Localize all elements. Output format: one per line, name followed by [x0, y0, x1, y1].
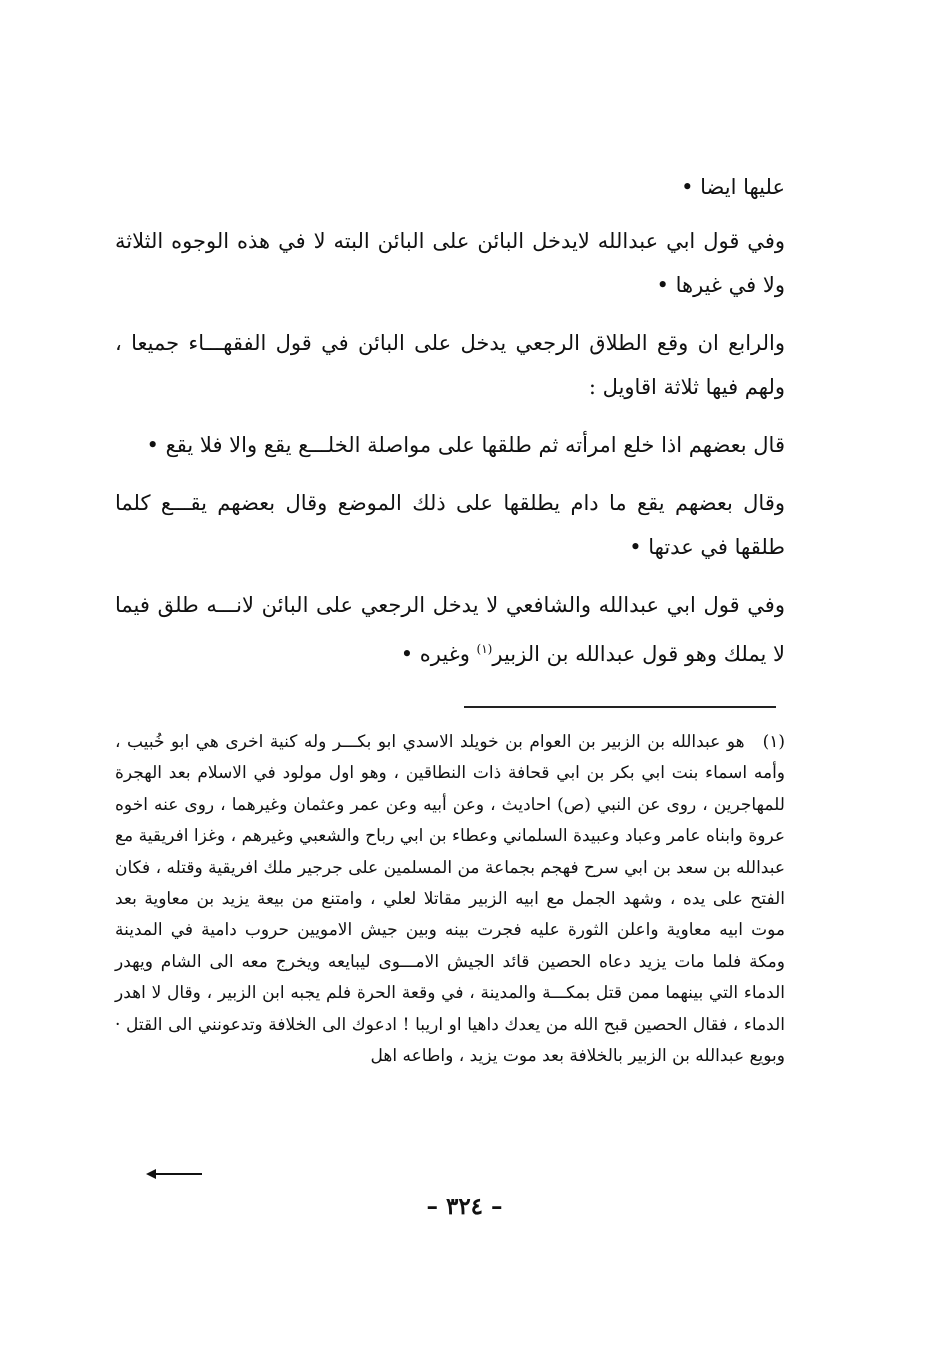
main-text: [115, 165, 785, 690]
footnote-paragraph: [115, 727, 785, 1072]
continues-arrow-icon: [146, 1168, 202, 1180]
paragraph: قال بعضهم اذا خلع امرأته ثم طلقها على مواصلة الخلـــع يقع والا فلا يقع •: [146, 433, 785, 457]
paragraph: عليها ايضا •: [681, 175, 785, 199]
paragraph: وقال بعضهم يقع ما دام يطلقها على ذلك الموضع وقال بعضهم يقـــع كلما طلقها في عدتها •: [115, 491, 785, 559]
footnote-number: (١): [762, 732, 785, 752]
paragraph-tail: وغيره •: [400, 642, 477, 666]
paragraph: والرابع ان وقع الطلاق الرجعي يدخل على البائن في قول الفقهـــاء جميعا ، ولهم فيها ثلاثة اقاويل :: [115, 331, 785, 399]
footnote-reference[interactable]: (١): [476, 642, 493, 656]
footnote-text: هو عبدالله بن الزبير بن العوام بن خويلد الاسدي ابو بكـــر وله كنية اخرى هي ابو خُبيب ، وأمه اسماء بنت ابي بكر بن ابي قحافة ذات النطاقين ، وهو اول مولود في الاسلام بعد الهجرة للمهاجرين ، روى عن النبي (ص) احاديث ، وعن أبيه وعن عمر وعثمان وغيرهما ، روى عنه اخوه عروة وابناه عامر وعباد وعبيدة السلماني وعطاء بن ابي رباح والشعبي وغيرهم ، وغزا افريقية مع عبدالله بن سعد بن ابي سرح فهجم بجماعة من المسلمين على جرجير ملك افريقية وقتله ، فكان الفتح على يده ، وشهد الجمل مع ابيه الزبير مقاتلا لعلي ، وامتنع من بيعة يزيد بن معاوية بعد موت ابيه معاوية واعلن الثورة عليه فجرت بينه وبين جيش الامويين حروب دامية في المدينة ومكة فلما مات يزيد دعاه الحصين قائد الجيش الامـــوى ليبايعه ويخرج معه الى الشام ويهدر الدماء التي بينهما ممن قتل بمكـــة والمدينة ، في وقعة الحرة فلم يجبه ابن الزبير ، وقال لا اهدر الدماء ، فقال الحصين قبح الله من يعدك داهيا او اريبا ! ادعوك الى الخلافة وتدعونني الى القتل · وبويع عبدالله بن الزبير بالخلافة بعد موت يزيد ، واطاعه اهل: [115, 732, 786, 1067]
paragraph: وفي قول ابي عبدالله لايدخل البائن على البائن البته لا في هذه الوجوه الثلاثة ولا في غيرها •: [115, 229, 785, 297]
page-number: – ٣٢٤ –: [426, 1193, 503, 1220]
footnote-divider: [464, 706, 776, 708]
paragraph-text: وفي قول ابي عبدالله والشافعي لا يدخل الرجعي على البائن لانـــه طلق فيما لا يملك وهو قول عبدالله بن الزبير: [115, 593, 785, 666]
paragraph: [115, 583, 785, 676]
footnote: [115, 727, 785, 1072]
